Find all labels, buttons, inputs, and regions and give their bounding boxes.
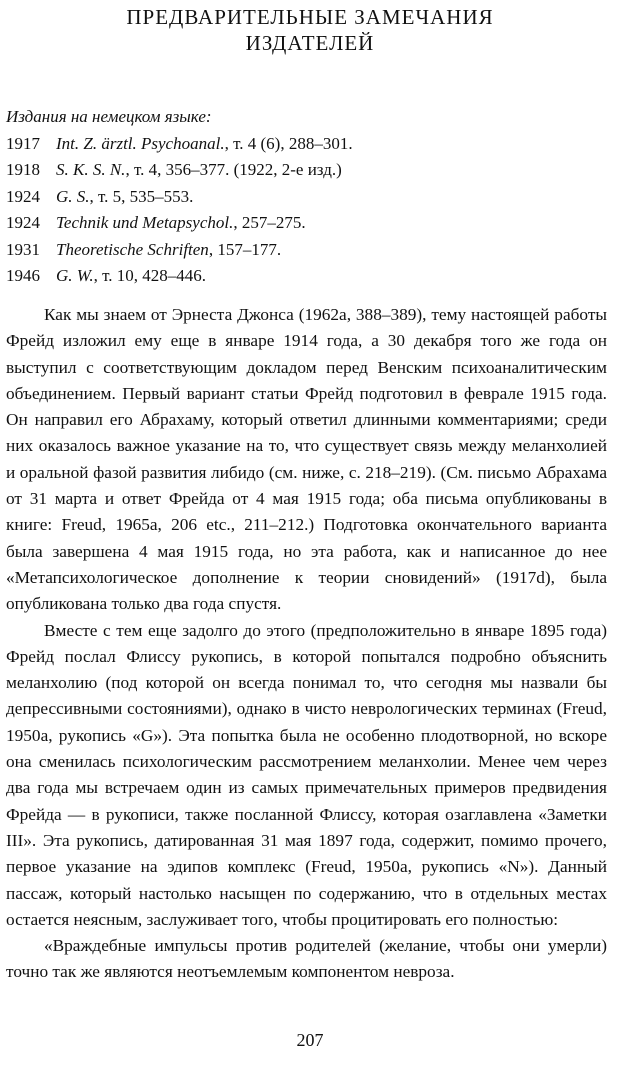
edition-year: 1946 — [6, 266, 40, 285]
title-line-2: ИЗДАТЕЛЕЙ — [245, 31, 375, 55]
edition-details: , т. 5, 535–553. — [89, 186, 194, 206]
edition-year: 1918 — [6, 160, 40, 179]
body-text — [6, 302, 607, 986]
edition-item — [6, 210, 606, 237]
edition-details: , т. 4 (6), 288–301. — [224, 133, 353, 153]
page-number: 207 — [296, 1030, 324, 1050]
edition-year: 1924 — [6, 186, 40, 206]
edition-work: Technik und Metapsychol. — [56, 213, 234, 232]
edition-work: Int. Z. ärztl. Psychoanal. — [56, 133, 225, 153]
edition-year: 1917 — [6, 133, 40, 153]
edition-item — [6, 237, 606, 264]
edition-work: G. S. — [56, 186, 90, 206]
edition-work: G. W. — [56, 266, 94, 285]
edition-year: 1931 — [6, 239, 40, 259]
page-title — [0, 4, 620, 56]
edition-details: , т. 10, 428–446. — [93, 266, 207, 285]
title-line-1: ПРЕДВАРИТЕЛЬНЫЕ ЗАМЕЧАНИЯ — [126, 5, 494, 29]
editions-heading: Издания на немецком языке: — [6, 107, 212, 126]
paragraph: Как мы знаем от Эрнеста Джонса (1962a, 388–389), тему настоящей работы Фрейд изложил ему еще в январе 1914 года, а 30 декабря того же года он выступил с соответствующим докладом перед Венским психоаналитическим объединением. Первый вариант статьи Фрейд подготовил в феврале 1915 года. Он направил его Абрахаму, который ответил длинными комментариями; среди них оказалось важное указание на то, что существует связь между меланхолией и оральной фазой развития либидо (см. ниже, с. 218–219). (См. письмо Абрахама от 31 марта и ответ Фрейда от 4 мая 1915 года; оба письма опубликованы в книге: Freud, 1965a, 206 etc., 211–212.) Подготовка окончательного варианта была завершена 4 мая 1915 года, но эта работа, как и написанное до нее «Метапсихологическое дополнение к теории сновидений» (1917d), была опубликована только два года спустя. — [6, 305, 607, 614]
edition-item — [6, 184, 606, 211]
edition-item — [6, 263, 606, 290]
paragraph: «Враждебные импульсы против родителей (желание, чтобы они умерли) точно так же являются неотъемлемым компонентом невроза. — [6, 936, 607, 982]
paragraph: Вместе с тем еще задолго до этого (предположительно в январе 1895 года) Фрейд послал Флиссу рукопись, в которой попытался подробно объяснить меланхолию (под которой он всегда понимал то, что сегодня мы назвали бы депрессивными состояниями), однако в чисто неврологических терминах (Freud, 1950a, рукопись «G»). Эта попытка была не особенно плодотворной, но вскоре она сменилась психологическим рассмотрением меланхолии. Менее чем через два года мы встречаем один из самых примечательных примеров предвидения Фрейда — в рукописи, также посланной Флиссу, которая озаглавлена «Заметки III». Эта рукопись, датированная 31 мая 1897 года, содержит, помимо прочего, первое указание на эдипов комплекс (Freud, 1950a, рукопись «N»). Данный пассаж, который настолько насыщен по содержанию, что в отдельных местах остается неясным, заслуживает того, чтобы процитировать его полностью: — [6, 620, 607, 929]
edition-details: , т. 4, 356–377. (1922, 2-е изд.) — [125, 160, 342, 179]
edition-item — [6, 131, 606, 158]
edition-year: 1924 — [6, 213, 40, 232]
edition-work: S. K. S. N. — [56, 160, 126, 179]
edition-work: Theoretische Schriften — [56, 239, 209, 259]
edition-details: , 157–177. — [208, 239, 282, 259]
german-editions-list — [6, 104, 606, 290]
edition-details: , 257–275. — [233, 213, 306, 232]
edition-item — [6, 157, 606, 184]
